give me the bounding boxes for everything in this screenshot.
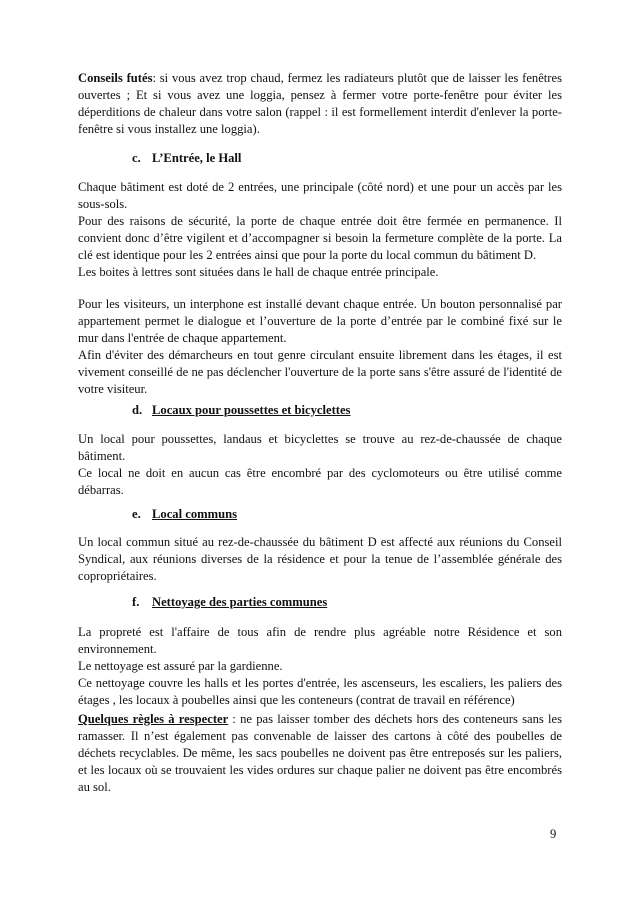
section-d-title: Locaux pour poussettes et bicyclettes (152, 403, 351, 417)
section-c-heading (132, 150, 241, 167)
section-c-title: L’Entrée, le Hall (152, 151, 242, 165)
section-c-p3: Les boites à lettres sont situées dans le hall de chaque entrée principale. (78, 265, 439, 279)
rules-paragraph (78, 711, 562, 796)
section-e-letter: e. (132, 507, 141, 521)
rules-lead: Quelques règles à respecter (78, 712, 229, 726)
section-d-body (78, 431, 562, 499)
section-f-title: Nettoyage des parties communes (152, 595, 328, 609)
section-f-letter: f. (132, 595, 140, 609)
rules-text: : ne pas laisser tomber des déchets hors des conteneurs sans les ramasser. Il n’est également pas convenable de laisser des cartons à côté des poubelles de déchets recyclables. De même, les sacs poubelles ne doivent pas être entreposés sur les paliers, et les locaux où se trouvaient les vides ordures sur chaque palier ne doivent pas être encombrés au sol. (78, 712, 562, 794)
section-d-p2: Ce local ne doit en aucun cas être encombré par des cyclomoteurs ou être utilisé comme débarras. (78, 466, 562, 497)
tips-text: : si vous avez trop chaud, fermez les radiateurs plutôt que de laisser les fenêtres ouvertes ; Et si vous avez une loggia, pensez à fermer votre porte-fenêtre pour éviter les déperditions de chaleur dans votre salon (rappel : il est formellement interdit d'enlever la porte-fenêtre si vous installez une loggia). (78, 71, 562, 136)
section-c-p5: Afin d'éviter des démarcheurs en tout genre circulant ensuite librement dans les étages, il est vivement conseillé de ne pas déclencher l'ouverture de la porte sans s'être assuré de l'identité de votre visiteur. (78, 348, 562, 396)
tips-lead: Conseils futés (78, 71, 153, 85)
section-c-p4: Pour les visiteurs, un interphone est installé devant chaque entrée. Un bouton personnalisé par appartement permet le dialogue et l’ouverture de la porte d’entrée par le combiné fixé sur le mur dans l'entrée de chaque appartement. (78, 297, 562, 345)
tips-paragraph-block (78, 70, 562, 138)
rules-paragraph-block (78, 711, 562, 796)
section-f-p2: Le nettoyage est assuré par la gardienne. (78, 659, 283, 673)
page-number: 9 (550, 827, 557, 841)
section-e-heading (132, 506, 237, 523)
section-f-heading (132, 594, 327, 611)
section-d-p1: Un local pour poussettes, landaus et bicyclettes se trouve au rez-de-chaussée de chaque bâtiment. (78, 432, 562, 463)
section-e-body (78, 534, 562, 585)
section-f-p1: La propreté est l'affaire de tous afin de rendre plus agréable notre Résidence et son environnement. (78, 625, 562, 656)
section-f-p3: Ce nettoyage couvre les halls et les portes d'entrée, les ascenseurs, les escaliers, les paliers des étages , les locaux à poubelles ainsi que les conteneurs (contrat de travail en référence) (78, 676, 562, 707)
section-c-p1: Chaque bâtiment est doté de 2 entrées, une principale (côté nord) et une pour un accès par les sous-sols. (78, 180, 562, 211)
section-c-mailboxes (78, 264, 562, 281)
section-e-title: Local communs (152, 507, 238, 521)
section-c-visitors (78, 296, 562, 398)
section-f-body (78, 624, 562, 709)
section-e-p1: Un local commun situé au rez-de-chaussée du bâtiment D est affecté aux réunions du Conseil Syndical, aux réunions diverses de la résidence et pour la tenue de l’assemblée générale des copropriétaires. (78, 535, 562, 583)
section-c-p2: Pour des raisons de sécurité, la porte de chaque entrée doit être fermée en permanence. Il convient donc d’être vigilent et d’accompagner si besoin la fermeture complète de la porte. La clé est identique pour les 2 entrées ainsi que pour la porte du local commun du bâtiment D. (78, 214, 562, 262)
section-d-heading (132, 402, 350, 419)
section-c-body (78, 179, 562, 264)
section-c-letter: c. (132, 151, 141, 165)
section-d-letter: d. (132, 403, 143, 417)
tips-paragraph (78, 70, 562, 138)
